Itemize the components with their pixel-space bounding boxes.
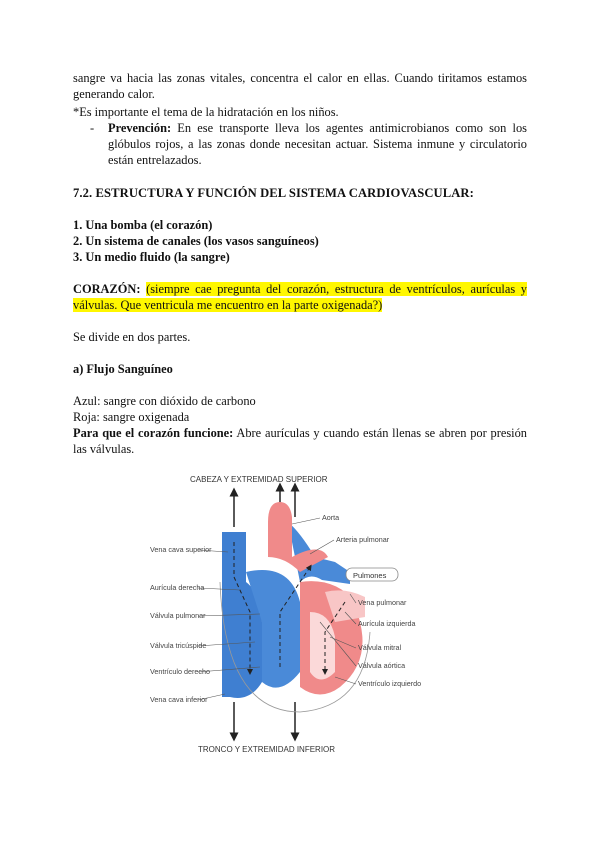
prevention-text [108, 120, 527, 168]
corazon-paragraph [73, 281, 527, 313]
divides-text: Se divide en dos partes. [73, 330, 191, 344]
prevention-body: En ese transporte lleva los agentes antimicrobianos como son los glóbulos rojos, a las zonas donde necesitan actuar. Sistema inmune y circulatorio están entrelazados. [108, 121, 527, 167]
diagram-bottom-label: TRONCO Y EXTREMIDAD INFERIOR [198, 745, 336, 754]
list-item: 3. Un medio fluido (la sangre) [73, 250, 230, 264]
paragraph-heat: sangre va hacia las zonas vitales, concentra el calor en ellas. Cuando tiritamos estamos generando calor. [73, 71, 527, 101]
list-item: 1. Una bomba (el corazón) [73, 218, 213, 232]
label-aorta: Aorta [322, 513, 340, 522]
label-vena-pulmonar: Vena pulmonar [358, 598, 407, 607]
bullet-dash: - [90, 121, 95, 135]
corazon-label: CORAZÓN: [73, 282, 141, 296]
section-title: 7.2. ESTRUCTURA Y FUNCIÓN DEL SISTEMA CARDIOVASCULAR: [73, 186, 474, 200]
label-arteria-pulmonar: Arteria pulmonar [336, 535, 390, 544]
legend-blue: Azul: sangre con dióxido de carbono [73, 394, 256, 408]
label-valvula-tricuspide: Válvula tricúspide [150, 641, 207, 650]
function-paragraph [73, 425, 527, 457]
label-pulmones: Pulmones [353, 571, 387, 580]
label-valvula-pulmonar: Válvula pulmonar [150, 611, 206, 620]
label-valvula-aortica: Válvula aórtica [358, 661, 406, 670]
label-vena-cava-inferior: Vena cava inferior [150, 695, 208, 704]
prevention-label: Prevención: [108, 121, 172, 135]
heart-diagram [150, 462, 450, 762]
list-item: 2. Un sistema de canales (los vasos sanguíneos) [73, 234, 319, 248]
label-valvula-mitral: Válvula mitral [358, 643, 402, 652]
corazon-highlight: (siempre cae pregunta del corazón, estructura de ventrículos, aurículas y válvulas. Que ventricula me encuentro en la parte oxigenada?) [73, 282, 527, 312]
heart-diagram-svg [150, 462, 450, 762]
label-ventriculo-izquierdo: Ventrículo izquierdo [358, 679, 422, 688]
subheading: a) Flujo Sanguíneo [73, 362, 173, 376]
label-auricula-izquierda: Aurícula izquierda [358, 619, 416, 628]
legend-red: Roja: sangre oxigenada [73, 410, 190, 424]
label-ventriculo-derecho: Ventrículo derecho [150, 667, 210, 676]
diagram-top-label: CABEZA Y EXTREMIDAD SUPERIOR [190, 475, 328, 484]
left-labels [150, 545, 212, 704]
note-hydration: *Es importante el tema de la hidratación en los niños. [73, 105, 339, 119]
function-label: Para que el corazón funcione: [73, 426, 234, 440]
label-auricula-derecha: Aurícula derecha [150, 583, 205, 592]
function-body: Abre aurículas y cuando están llenas se abren por presión las válvulas. [73, 426, 527, 456]
label-vena-cava-superior: Vena cava superior [150, 545, 212, 554]
prevention-bullet [90, 120, 527, 168]
